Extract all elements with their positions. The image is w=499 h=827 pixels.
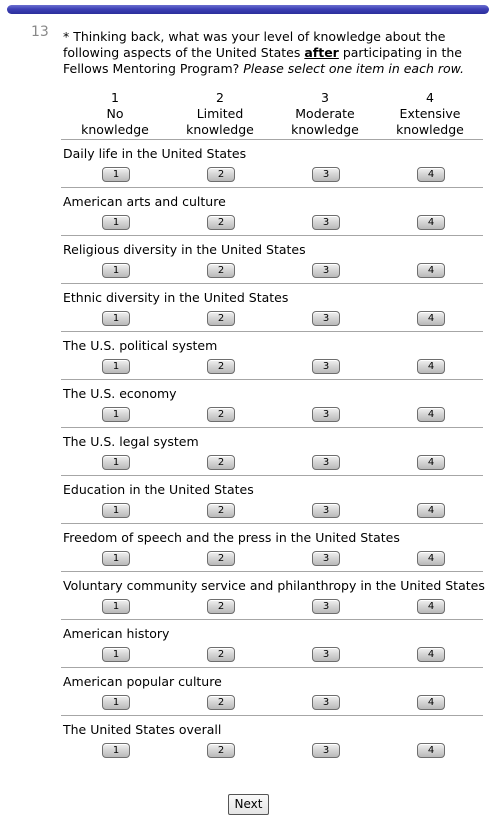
rating-option-1-button[interactable]: 1 <box>102 167 130 182</box>
rating-option-1-button[interactable]: 1 <box>102 215 130 230</box>
question-text-after: participating in the Fellows Mentoring Program? <box>63 45 462 76</box>
top-banner-bar <box>7 5 489 14</box>
scale-value: 3 <box>321 90 329 105</box>
rating-option-1-button[interactable]: 1 <box>102 311 130 326</box>
rating-option-1-button[interactable]: 1 <box>102 455 130 470</box>
matrix-row <box>0 668 499 716</box>
rating-option-1-button[interactable]: 1 <box>102 695 130 710</box>
rating-option-4-button[interactable]: 4 <box>417 599 445 614</box>
rating-option-4-button[interactable]: 4 <box>417 551 445 566</box>
rating-option-3-button[interactable]: 3 <box>312 263 340 278</box>
matrix-row <box>0 140 499 188</box>
rating-option-2-button[interactable]: 2 <box>207 407 235 422</box>
rating-option-4-button[interactable]: 4 <box>417 695 445 710</box>
rating-option-1-button[interactable]: 1 <box>102 407 130 422</box>
scale-label: No knowledge <box>81 106 149 137</box>
question-number: 13 <box>31 24 49 40</box>
rating-option-3-button[interactable]: 3 <box>312 599 340 614</box>
row-label: Religious diversity in the United States <box>63 242 306 257</box>
rating-option-2-button[interactable]: 2 <box>207 455 235 470</box>
rating-option-3-button[interactable]: 3 <box>312 551 340 566</box>
question-instruction: Please select one item in each row. <box>243 61 465 76</box>
row-label: Education in the United States <box>63 482 254 497</box>
scale-value: 2 <box>216 90 224 105</box>
row-label: American arts and culture <box>63 194 226 209</box>
rating-option-3-button[interactable]: 3 <box>312 215 340 230</box>
question-text <box>63 29 483 77</box>
row-label: Ethnic diversity in the United States <box>63 290 289 305</box>
matrix-row <box>0 572 499 620</box>
rating-option-4-button[interactable]: 4 <box>417 311 445 326</box>
scale-label: Limited knowledge <box>186 106 254 137</box>
matrix-row <box>0 380 499 428</box>
rating-option-2-button[interactable]: 2 <box>207 359 235 374</box>
rating-option-3-button[interactable]: 3 <box>312 503 340 518</box>
rating-option-2-button[interactable]: 2 <box>207 167 235 182</box>
row-label: American history <box>63 626 170 641</box>
rating-option-2-button[interactable]: 2 <box>207 695 235 710</box>
matrix-row <box>0 524 499 572</box>
rating-option-1-button[interactable]: 1 <box>102 551 130 566</box>
rating-option-1-button[interactable]: 1 <box>102 263 130 278</box>
rating-option-1-button[interactable]: 1 <box>102 743 130 758</box>
rating-option-2-button[interactable]: 2 <box>207 599 235 614</box>
row-label: The U.S. economy <box>63 386 177 401</box>
matrix-row <box>0 236 499 284</box>
matrix-row <box>0 332 499 380</box>
row-label: Voluntary community service and philanthropy in the United States <box>63 578 485 593</box>
scale-value: 4 <box>426 90 434 105</box>
rating-option-2-button[interactable]: 2 <box>207 551 235 566</box>
rating-option-2-button[interactable]: 2 <box>207 503 235 518</box>
rating-option-3-button[interactable]: 3 <box>312 455 340 470</box>
rating-option-1-button[interactable]: 1 <box>102 647 130 662</box>
row-label: American popular culture <box>63 674 222 689</box>
rating-option-2-button[interactable]: 2 <box>207 311 235 326</box>
scale-value: 1 <box>111 90 119 105</box>
scale-column-1 <box>60 90 170 138</box>
matrix-row <box>0 620 499 668</box>
rating-option-3-button[interactable]: 3 <box>312 311 340 326</box>
rating-option-4-button[interactable]: 4 <box>417 263 445 278</box>
matrix-row <box>0 716 499 764</box>
scale-column-3 <box>270 90 380 138</box>
row-label: The U.S. legal system <box>63 434 199 449</box>
scale-column-2 <box>165 90 275 138</box>
rating-option-1-button[interactable]: 1 <box>102 599 130 614</box>
row-label: Daily life in the United States <box>63 146 247 161</box>
rating-option-3-button[interactable]: 3 <box>312 743 340 758</box>
rating-option-4-button[interactable]: 4 <box>417 743 445 758</box>
rating-option-2-button[interactable]: 2 <box>207 647 235 662</box>
rating-option-2-button[interactable]: 2 <box>207 743 235 758</box>
scale-label: Moderate knowledge <box>291 106 359 137</box>
rating-option-3-button[interactable]: 3 <box>312 167 340 182</box>
matrix-row <box>0 476 499 524</box>
question-emphasis: after <box>304 45 339 60</box>
rating-option-2-button[interactable]: 2 <box>207 263 235 278</box>
row-label: The U.S. political system <box>63 338 218 353</box>
matrix-row <box>0 428 499 476</box>
rating-option-1-button[interactable]: 1 <box>102 359 130 374</box>
matrix-row <box>0 188 499 236</box>
rating-option-4-button[interactable]: 4 <box>417 359 445 374</box>
rating-option-4-button[interactable]: 4 <box>417 167 445 182</box>
row-label: Freedom of speech and the press in the United States <box>63 530 400 545</box>
rating-option-3-button[interactable]: 3 <box>312 407 340 422</box>
rating-option-4-button[interactable]: 4 <box>417 455 445 470</box>
rating-option-2-button[interactable]: 2 <box>207 215 235 230</box>
rating-option-4-button[interactable]: 4 <box>417 215 445 230</box>
scale-header <box>0 90 499 138</box>
scale-column-4 <box>375 90 485 138</box>
scale-label: Extensive knowledge <box>396 106 464 137</box>
next-button[interactable]: Next <box>228 794 269 815</box>
question-text-before: * Thinking back, what was your level of knowledge about the following aspects of the United States <box>63 29 446 60</box>
rating-option-4-button[interactable]: 4 <box>417 503 445 518</box>
rating-option-4-button[interactable]: 4 <box>417 647 445 662</box>
rating-option-3-button[interactable]: 3 <box>312 695 340 710</box>
rating-option-1-button[interactable]: 1 <box>102 503 130 518</box>
row-label: The United States overall <box>63 722 222 737</box>
matrix-row <box>0 284 499 332</box>
rating-option-3-button[interactable]: 3 <box>312 647 340 662</box>
rating-option-4-button[interactable]: 4 <box>417 407 445 422</box>
rating-option-3-button[interactable]: 3 <box>312 359 340 374</box>
